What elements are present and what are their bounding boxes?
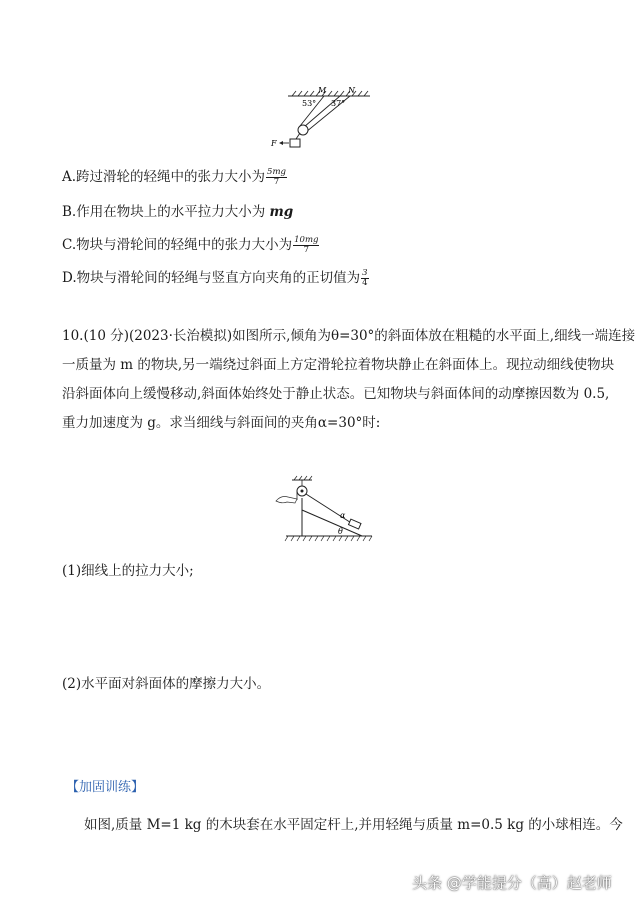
option-c-fraction — [293, 236, 319, 255]
watermark: 头条 @学能提分（高）赵老师 — [412, 874, 612, 892]
label-m: M — [318, 86, 327, 95]
option-b — [62, 203, 293, 221]
sub-question-1: (1)细线上的拉力大小; — [62, 563, 194, 579]
sub-question-2: (2)水平面对斜面体的摩擦力大小。 — [62, 676, 271, 692]
option-c-denominator: 7 — [303, 245, 310, 255]
mount-hatch — [294, 476, 312, 480]
option-d-fraction — [361, 269, 368, 288]
option-c — [62, 236, 319, 255]
option-d — [62, 269, 369, 288]
option-a-fraction — [266, 168, 287, 187]
option-d-numerator: 3 — [362, 268, 368, 278]
label-alpha: α — [340, 511, 346, 520]
pulley-axle — [301, 490, 304, 493]
option-c-text: C.物块与滑轮间的轻绳中的张力大小为 — [62, 237, 293, 253]
option-a-numerator: 5mg — [267, 167, 286, 177]
question10-line2: 一质量为 m 的物块,另一端绕过斜面上方定滑轮拉着物块静止在斜面体上。现拉动细线使物块 — [62, 357, 615, 373]
question10-line4: 重力加速度为 g。求当细线与斜面间的夹角α=30°时: — [62, 415, 381, 431]
label-theta: θ — [338, 527, 343, 536]
force-arrowhead — [279, 141, 283, 145]
option-b-text: B.作用在物块上的水平拉力大小为 — [62, 204, 270, 220]
option-d-denominator: 4 — [362, 278, 368, 288]
block — [290, 139, 300, 147]
question10-line3: 沿斜面体向上缓慢移动,斜面体始终处于静止状态。已知物块与斜面体间的动摩擦因数为 0.5, — [62, 386, 610, 402]
option-b-math: mg — [269, 204, 294, 220]
ground-hatch — [285, 536, 372, 541]
section-label-reinforcement: 【加固训练】 — [66, 780, 145, 795]
question10-paragraph — [62, 322, 635, 438]
option-a-denominator: 7 — [273, 177, 280, 187]
training-paragraph: 如图,质量 M=1 kg 的木块套在水平固定杆上,并用轻绳与质量 m=0.5 kg 的小球相连。今 — [84, 817, 623, 833]
option-a — [62, 168, 287, 187]
angle-53: 53° — [302, 99, 317, 108]
angle-37: 37° — [331, 99, 346, 108]
question10-line1: 10.(10 分)(2023·长治模拟)如图所示,倾角为θ=30°的斜面体放在粗糙的水平面上,细线一端连接 — [62, 328, 636, 344]
rope-block — [296, 133, 300, 139]
rope-block — [306, 494, 356, 526]
ceiling-hatch — [292, 91, 368, 96]
label-f: F — [271, 139, 277, 148]
incline-block — [348, 519, 360, 529]
option-c-numerator: 10mg — [294, 235, 319, 245]
label-n: N — [348, 86, 355, 95]
option-a-text: A.跨过滑轮的轻绳中的张力大小为 — [62, 169, 266, 185]
option-d-text: D.物块与滑轮间的轻绳与竖直方向夹角的正切值为 — [62, 270, 361, 286]
figure-incline — [266, 474, 376, 546]
figure-pulley-system — [270, 84, 380, 150]
hand-icon — [276, 497, 297, 504]
